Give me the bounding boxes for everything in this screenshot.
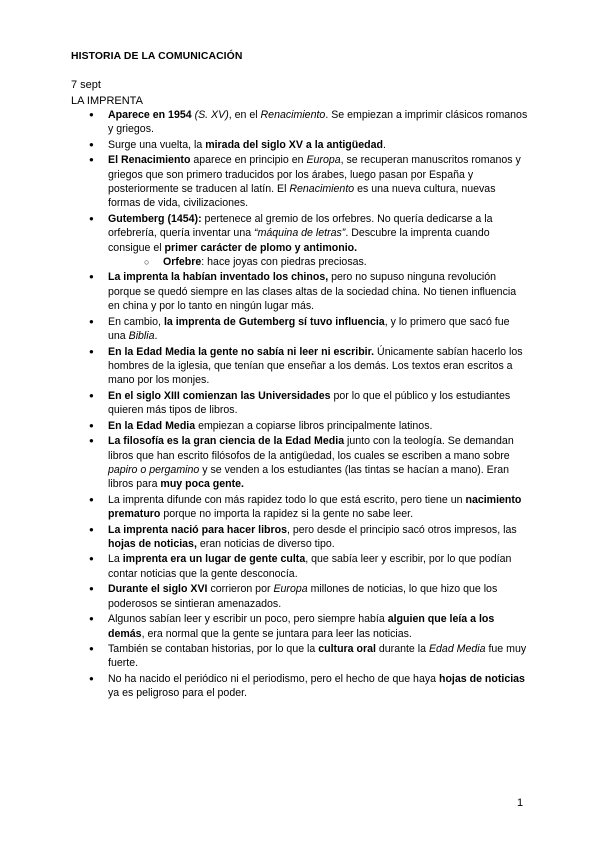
list-item [89, 419, 529, 433]
text-run: , era normal que la gente se juntara para leer las noticias. [141, 627, 412, 640]
text-run: La imprenta difunde con más rapidez todo lo que está escrito, pero tiene un [108, 493, 466, 506]
text-run: pertenece al gremio de los orfebres. No quería dedicarse a la orfebrería, quería inventar una [108, 212, 493, 240]
document-title: HISTORIA DE LA COMUNICACIÓN [71, 51, 243, 62]
bold-text: alguien que leía a los demás [108, 613, 495, 640]
italic-text: Europa [306, 154, 341, 167]
list-item [89, 108, 529, 137]
text-run: aparece en principio en [190, 154, 307, 167]
text-run: , se recuperan manuscritos romanos y griegos que son primero traducidos por los árabes, luego pasan por España y posteriormente se traducen al latín. El [108, 154, 521, 196]
text-run: pero no supuso ninguna revolución porque se quedó siempre en las clases altas de la sociedad china. No tienen influencia en china y por lo tanto en ningún lugar más. [108, 271, 517, 313]
text-run: : hace joyas con piedras preciosas. [201, 255, 367, 268]
text-run: empiezan a copiarse libros principalmente latinos. [195, 419, 433, 432]
bold-text: En el siglo XIII comienzan las Universidades [108, 389, 331, 402]
italic-text: Edad Media [428, 643, 486, 656]
text-run: y se venden a los estudiantes (las tintas se hacían a mano). Eran libros para [108, 463, 510, 491]
bold-text: El Renacimiento [108, 154, 191, 167]
list-item [89, 153, 529, 210]
text-run: millones de noticias, lo que hizo que los poderosos se sintieran amenazados. [108, 583, 498, 610]
text-run: , y lo primero que sacó fue una [108, 315, 510, 342]
text-run: Únicamente sabían hacerlo los hombres de la iglesia, que tenían que enseñar a los demás. Los textos eran escritos a mano por los monjes. [108, 345, 523, 387]
italic-text: Europa [273, 583, 308, 596]
bold-text: En la Edad Media la gente no sabía ni leer ni escribir. [108, 345, 375, 358]
text-run: porque no importa la rapidez si la gente no sabe leer. [160, 507, 414, 520]
italic-text: Biblia [128, 329, 155, 342]
list-item [89, 552, 529, 581]
italic-text: Renacimiento [260, 109, 326, 121]
text-run: . Se empiezan a imprimir clásicos romanos y griegos. [108, 109, 528, 136]
bold-text: muy poca gente. [160, 478, 244, 491]
text-run: fue muy fuerte. [108, 643, 527, 670]
bold-text: La imprenta nació para hacer libros [108, 523, 287, 536]
bold-text: La imprenta la habían inventado los chinos, [108, 271, 329, 284]
text-run: También se contaban historias, por lo que la [108, 643, 319, 656]
bold-text: mirada del siglo XV a la antigüedad [205, 138, 383, 151]
text-run: No ha nacido el periódico ni el periodismo, pero el hecho de que haya [108, 673, 439, 686]
bold-text: Orfebre [163, 255, 202, 268]
text-run: , que sabía leer y escribir, por lo que podían contar noticias que la gente desconocía. [108, 553, 512, 580]
bold-text: Gutemberg (1454): [108, 212, 202, 225]
bold-text: Aparece en 1954 [108, 109, 195, 121]
text-run: En cambio, [108, 315, 164, 328]
italic-text: papiro o pergamino [108, 463, 200, 476]
text-run: La [108, 553, 123, 566]
list-item [89, 672, 529, 701]
bold-text: primer carácter de plomo y antimonio. [164, 241, 358, 254]
bullet-list [89, 108, 529, 702]
list-item [89, 315, 529, 344]
text-run: , pero desde el principio sacó otros impresos, las [286, 523, 517, 536]
page-number: 1 [517, 797, 524, 809]
section-heading: LA IMPRENTA [71, 95, 143, 107]
text-run: Algunos sabían leer y escribir un poco, pero siempre había [108, 613, 388, 626]
list-item [89, 345, 529, 388]
list-item [89, 434, 529, 491]
text-run: . [154, 329, 158, 342]
list-item [89, 642, 529, 671]
text-run: . [382, 138, 386, 151]
italic-text: (S. XV) [194, 109, 229, 121]
list-item [89, 582, 529, 611]
list-item [89, 612, 529, 641]
text-run: , en el [228, 109, 261, 121]
bold-text: En la Edad Media [108, 419, 196, 432]
text-run: es una nueva cultura, nuevas formas de vida, civilizaciones. [108, 183, 496, 210]
text-run: por lo que el público y los estudiantes quieren más tipos de libros. [108, 389, 511, 417]
text-run: corrieron por [207, 583, 274, 596]
bold-text: La filosofía es la gran ciencia de la Edad Media [108, 435, 345, 448]
text-run: ya es peligroso para el poder. [108, 687, 247, 700]
sub-list [108, 255, 529, 269]
sub-list-item [108, 255, 529, 269]
list-item [89, 389, 529, 418]
bold-text: Durante el siglo XVI [108, 583, 208, 596]
text-run: durante la [375, 643, 429, 656]
text-run: junto con la teología. Se demandan libros que han escrito filósofos de la antigüedad, los cuales se escriben a mano sobre [108, 435, 514, 462]
bold-text: imprenta era un lugar de gente culta [122, 553, 306, 566]
list-item [89, 523, 529, 552]
italic-text: Renacimiento [289, 183, 355, 196]
list-item [89, 493, 529, 522]
text-run: Surge una vuelta, la [108, 138, 206, 151]
italic-text: “máquina de letras” [254, 227, 346, 240]
bold-text: nacimiento prematuro [108, 493, 522, 520]
bold-text: cultura oral [318, 643, 376, 656]
text-run: eran noticias de diverso tipo. [196, 537, 335, 550]
bold-text: la imprenta de Gutemberg sí tuvo influencia [163, 315, 385, 328]
bold-text: hojas de noticias [438, 673, 525, 686]
text-run: . Descubre la imprenta cuando consigue el [108, 227, 490, 254]
list-item [89, 270, 529, 313]
bold-text: hojas de noticias, [108, 537, 197, 550]
list-item [89, 138, 529, 152]
date-label: 7 sept [71, 79, 101, 91]
list-item [89, 212, 529, 269]
